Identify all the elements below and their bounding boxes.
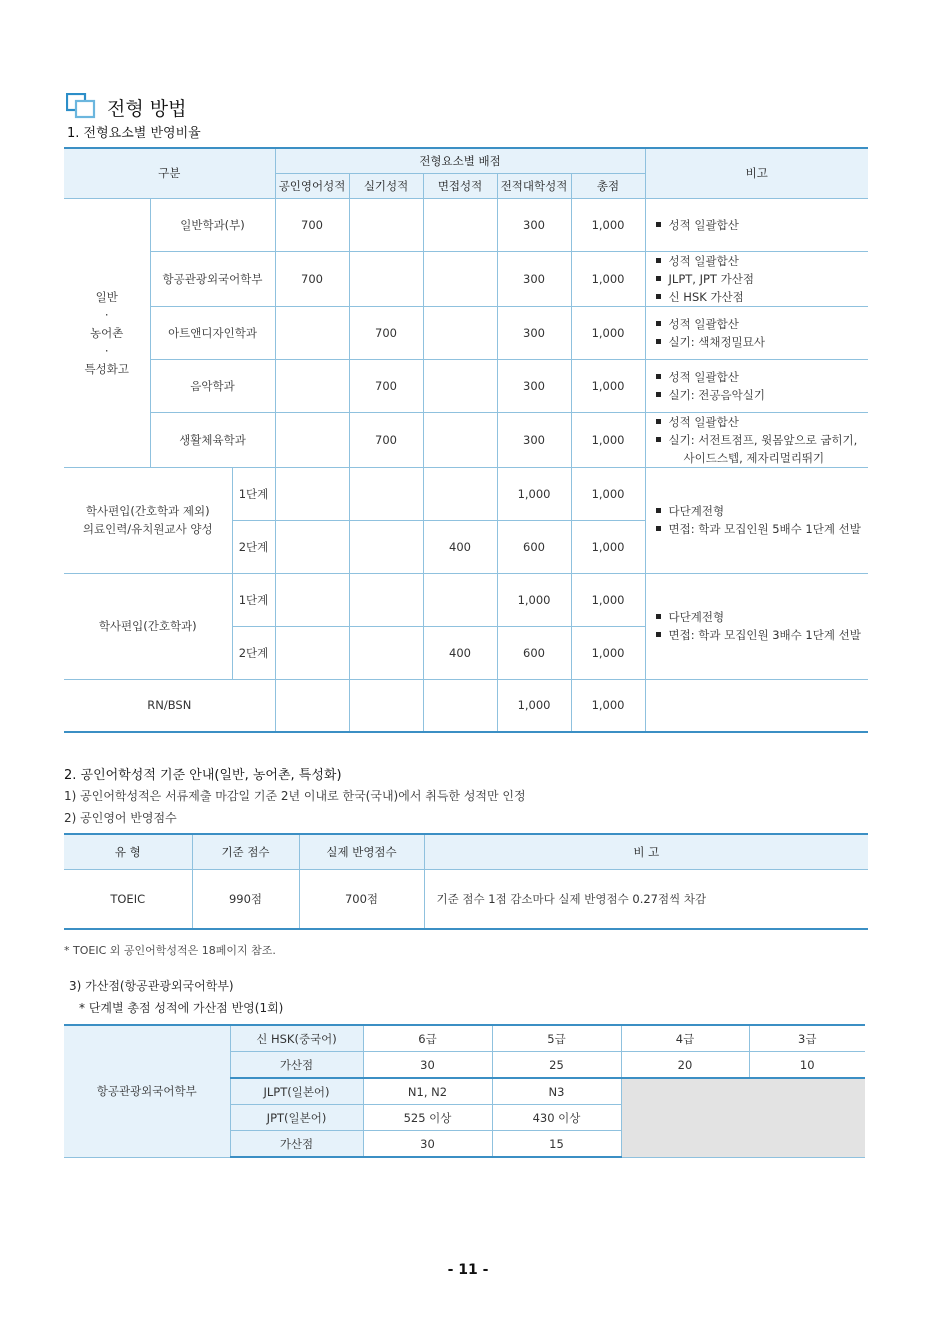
- cell: 700: [275, 251, 349, 306]
- stage-label: 1단계: [232, 573, 275, 626]
- subsection-3-title: 3) 가산점(항공관광외국어학부): [69, 979, 234, 993]
- cell: 1,000: [571, 412, 645, 467]
- cell: N1, N2: [363, 1078, 492, 1105]
- cell: 1,000: [571, 520, 645, 573]
- stage-label: 1단계: [232, 467, 275, 520]
- subsection-2-item-1: 1) 공인어학성적은 서류제출 마감일 기준 2년 이내로 한국(국내)에서 취득한 성적만 인정: [64, 789, 526, 803]
- table-row: [64, 306, 868, 359]
- note-text: 신 HSK 가산점: [668, 289, 744, 304]
- cell: 10: [749, 1052, 865, 1079]
- cell: [349, 198, 423, 251]
- table-row: [64, 679, 868, 732]
- bonus-label: 가산점: [230, 1131, 363, 1158]
- cell: 1,000: [571, 467, 645, 520]
- cell: TOEIC: [64, 870, 192, 930]
- cell: [349, 467, 423, 520]
- subsection-3-note: * 단계별 총점 성적에 가산점 반영(1회): [79, 1001, 284, 1015]
- cell: 1,000: [571, 679, 645, 732]
- dept-name: 아트앤디자인학과: [150, 306, 275, 359]
- note-cell: [645, 412, 868, 467]
- note-cell: [645, 198, 868, 251]
- dept-name: 일반학과(부): [150, 198, 275, 251]
- cell: 700: [349, 359, 423, 412]
- cell: 6급: [363, 1025, 492, 1052]
- note-text: 다단계전형: [668, 610, 725, 624]
- cell: 700: [349, 306, 423, 359]
- note-text: 면접: 학과 모집인원 5배수 1단계 선발: [668, 522, 861, 536]
- cell: 400: [423, 520, 497, 573]
- cell: 3급: [749, 1025, 865, 1052]
- header-applied-score: 실제 반영점수: [299, 834, 424, 870]
- cell: 1,000: [571, 573, 645, 626]
- cell: 1,000: [497, 679, 571, 732]
- cell: [275, 520, 349, 573]
- note-text: 성적 일괄합산: [668, 316, 739, 331]
- group-label: 일반 · 농어촌 · 특성화고: [64, 198, 150, 467]
- header-col: 면접성적: [423, 173, 497, 198]
- rn-name: RN/BSN: [64, 679, 275, 732]
- cell: 4급: [621, 1025, 749, 1052]
- transfer-name: 학사편입(간호학과 제외) 의료인력/유치원교사 양성: [64, 467, 232, 573]
- cell: 700: [275, 198, 349, 251]
- cell: 525 이상: [363, 1105, 492, 1131]
- cell: [275, 359, 349, 412]
- cell: 1,000: [571, 359, 645, 412]
- cell: [275, 626, 349, 679]
- note-text: 면접: 학과 모집인원 3배수 1단계 선발: [668, 628, 861, 642]
- cell: [275, 573, 349, 626]
- cell: 300: [497, 359, 571, 412]
- cell: [423, 412, 497, 467]
- dept-name: 생활체육학과: [150, 412, 275, 467]
- cell: [423, 306, 497, 359]
- header-col: 공인영어성적: [275, 173, 349, 198]
- note-cell: [645, 359, 868, 412]
- header-group: 전형요소별 배점: [275, 148, 645, 173]
- cell: [275, 679, 349, 732]
- cell: 1,000: [571, 251, 645, 306]
- header-type: 유 형: [64, 834, 192, 870]
- note-cell: [645, 251, 868, 306]
- dept-cell: 항공관광외국어학부: [64, 1025, 230, 1157]
- page-number: - 11 -: [447, 1262, 489, 1278]
- cell: 30: [363, 1131, 492, 1158]
- cell: [423, 251, 497, 306]
- cell: [423, 359, 497, 412]
- cell: 15: [492, 1131, 621, 1158]
- dept-name: 항공관광외국어학부: [150, 251, 275, 306]
- cell: 300: [497, 251, 571, 306]
- cell: [423, 198, 497, 251]
- note-cell: [645, 679, 868, 732]
- note-text: 사이드스텝, 제자리멀리뛰기: [683, 450, 825, 465]
- table-row: [64, 359, 868, 412]
- cell: 1,000: [497, 573, 571, 626]
- table-row: [64, 251, 868, 306]
- note-cell: [645, 467, 868, 573]
- bonus-label: 가산점: [230, 1052, 363, 1079]
- jpt-label: JPT(일본어): [230, 1105, 363, 1131]
- note-text: 실기: 서전트점프, 윗몸앞으로 굽히기,: [668, 432, 858, 447]
- header-gubun: 구분: [64, 148, 275, 198]
- cell: [275, 412, 349, 467]
- cell: 700점: [299, 870, 424, 930]
- cell: 700: [349, 412, 423, 467]
- note-text: 성적 일괄합산: [668, 217, 739, 232]
- cell: [349, 251, 423, 306]
- subsection-1-title: 1. 전형요소별 반영비율: [67, 126, 201, 141]
- cell: [349, 626, 423, 679]
- cell: 300: [497, 306, 571, 359]
- cell: [275, 306, 349, 359]
- cell: 1,000: [571, 306, 645, 359]
- table-row: [64, 870, 868, 930]
- header-col: 총점: [571, 173, 645, 198]
- jlpt-label: JLPT(일본어): [230, 1078, 363, 1105]
- cell: 기준 점수 1점 감소마다 실제 반영점수 0.27점씩 차감: [424, 870, 868, 930]
- table-row: [64, 198, 868, 251]
- header-note: 비 고: [424, 834, 868, 870]
- subsection-2-title: 2. 공인어학성적 기준 안내(일반, 농어촌, 특성화): [64, 768, 342, 783]
- section-title: 전형 방법: [107, 98, 187, 120]
- cell: 1,000: [571, 198, 645, 251]
- note-text: 실기: 전공음악실기: [668, 387, 765, 402]
- cell: 25: [492, 1052, 621, 1079]
- cell: 1,000: [497, 467, 571, 520]
- selection-ratio-table: [64, 147, 868, 733]
- note-cell: [645, 573, 868, 679]
- cell: [423, 467, 497, 520]
- cell: [275, 467, 349, 520]
- hsk-label: 신 HSK(중국어): [230, 1025, 363, 1052]
- note-cell: [645, 306, 868, 359]
- cell: 990점: [192, 870, 299, 930]
- table-row: [64, 467, 868, 520]
- table-row: [64, 412, 868, 467]
- cell: [349, 679, 423, 732]
- subsection-2-item-2: 2) 공인영어 반영점수: [64, 811, 177, 825]
- cell: 430 이상: [492, 1105, 621, 1131]
- table-row: [64, 573, 868, 626]
- header-note: 비고: [645, 148, 868, 198]
- note-text: 성적 일괄합산: [668, 253, 739, 268]
- cell: 600: [497, 626, 571, 679]
- stage-label: 2단계: [232, 520, 275, 573]
- cell: [423, 573, 497, 626]
- empty-gray-cell: [621, 1078, 865, 1157]
- cell: 600: [497, 520, 571, 573]
- dept-name: 음악학과: [150, 359, 275, 412]
- stage-label: 2단계: [232, 626, 275, 679]
- cell: [423, 679, 497, 732]
- transfer-name: 학사편입(간호학과): [64, 573, 232, 679]
- cell: 30: [363, 1052, 492, 1079]
- cell: 1,000: [571, 626, 645, 679]
- section-square-icon: [66, 93, 96, 119]
- cell: [349, 573, 423, 626]
- cell: 20: [621, 1052, 749, 1079]
- note-text: 다단계전형: [668, 504, 725, 518]
- note-text: 실기: 색채정밀묘사: [668, 334, 765, 349]
- cell: [349, 520, 423, 573]
- cell: 5급: [492, 1025, 621, 1052]
- header-col: 실기성적: [349, 173, 423, 198]
- cell: 300: [497, 198, 571, 251]
- note-text: 성적 일괄합산: [668, 369, 739, 384]
- english-score-table: [64, 833, 868, 930]
- cell: 400: [423, 626, 497, 679]
- header-col: 전적대학성적: [497, 173, 571, 198]
- cell: N3: [492, 1078, 621, 1105]
- note-text: 성적 일괄합산: [668, 414, 739, 429]
- bonus-points-table: [64, 1024, 865, 1158]
- footnote: * TOEIC 외 공인어학성적은 18페이지 참조.: [64, 944, 276, 957]
- cell: 300: [497, 412, 571, 467]
- header-base-score: 기준 점수: [192, 834, 299, 870]
- note-text: JLPT, JPT 가산점: [668, 271, 754, 286]
